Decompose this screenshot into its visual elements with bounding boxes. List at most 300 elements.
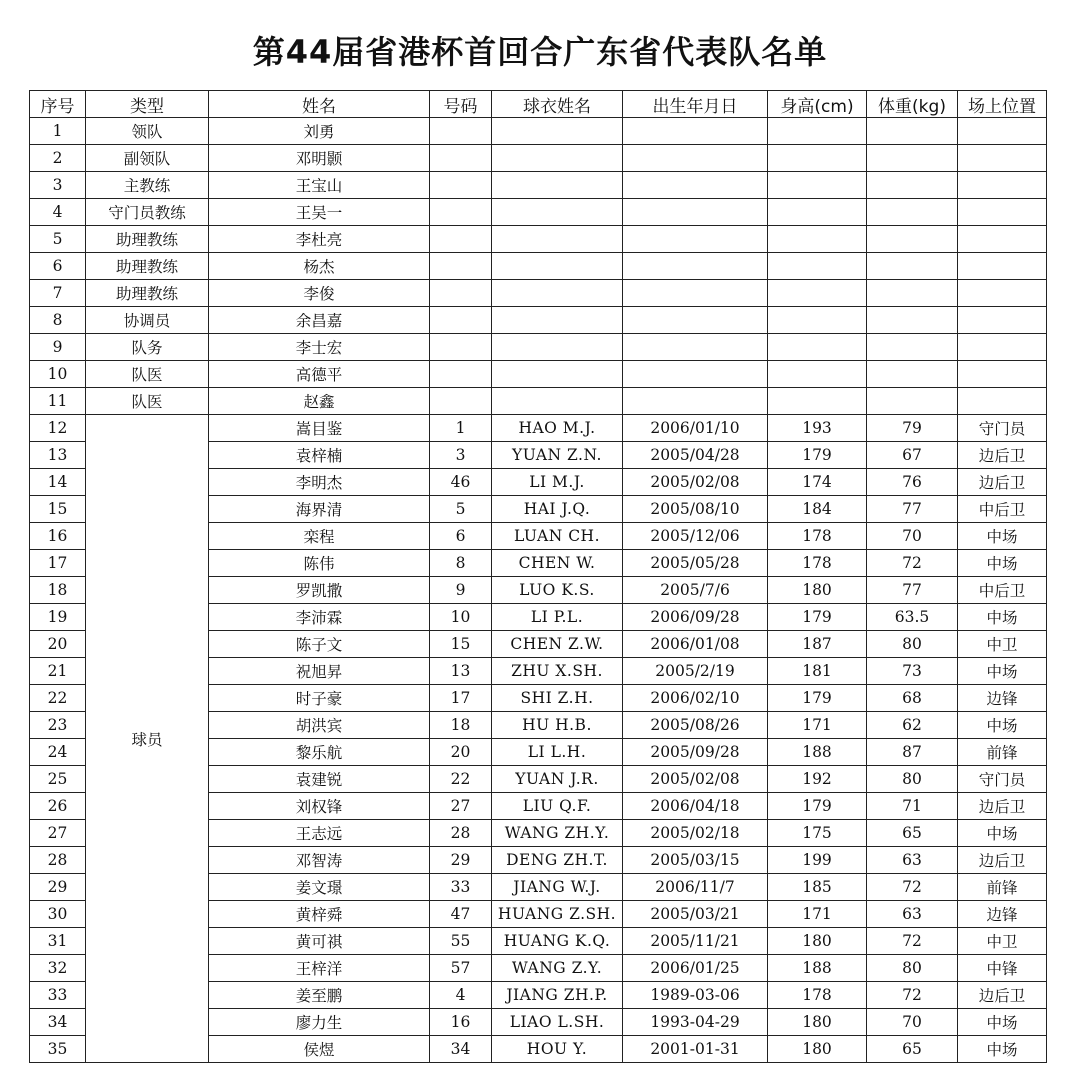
cell-empty [958, 118, 1047, 145]
cell-name: 廖力生 [209, 1009, 430, 1036]
cell-empty [430, 388, 492, 415]
cell-number: 15 [430, 631, 492, 658]
cell-birthdate: 2005/03/15 [623, 847, 768, 874]
cell-number: 16 [430, 1009, 492, 1036]
cell-empty [430, 199, 492, 226]
cell-index: 7 [30, 280, 86, 307]
cell-empty [430, 226, 492, 253]
column-header-jersey-name: 球衣姓名 [492, 91, 623, 118]
cell-position: 中卫 [958, 928, 1047, 955]
cell-height: 180 [768, 1036, 867, 1063]
cell-weight: 72 [867, 928, 958, 955]
cell-empty [492, 334, 623, 361]
cell-empty [867, 388, 958, 415]
cell-index: 3 [30, 172, 86, 199]
cell-index: 17 [30, 550, 86, 577]
cell-empty [958, 280, 1047, 307]
cell-index: 11 [30, 388, 86, 415]
cell-position: 边后卫 [958, 847, 1047, 874]
cell-position: 中场 [958, 604, 1047, 631]
cell-birthdate: 2005/05/28 [623, 550, 768, 577]
cell-type-player-group: 球员 [86, 415, 209, 1063]
staff-row [30, 253, 1047, 280]
cell-index: 9 [30, 334, 86, 361]
cell-weight: 77 [867, 496, 958, 523]
cell-name: 栾程 [209, 523, 430, 550]
cell-name: 时子豪 [209, 685, 430, 712]
cell-empty [623, 253, 768, 280]
cell-position: 中场 [958, 658, 1047, 685]
cell-empty [623, 388, 768, 415]
cell-empty [492, 199, 623, 226]
cell-empty [430, 280, 492, 307]
cell-weight: 72 [867, 550, 958, 577]
cell-number: 28 [430, 820, 492, 847]
cell-name: 王吴一 [209, 199, 430, 226]
cell-number: 22 [430, 766, 492, 793]
cell-type: 守门员教练 [86, 199, 209, 226]
cell-position: 前锋 [958, 874, 1047, 901]
cell-name: 赵鑫 [209, 388, 430, 415]
cell-weight: 65 [867, 820, 958, 847]
cell-type: 助理教练 [86, 280, 209, 307]
cell-name: 侯煜 [209, 1036, 430, 1063]
cell-height: 199 [768, 847, 867, 874]
cell-weight: 63.5 [867, 604, 958, 631]
cell-index: 26 [30, 793, 86, 820]
cell-name: 王梓洋 [209, 955, 430, 982]
cell-name: 王宝山 [209, 172, 430, 199]
cell-empty [867, 253, 958, 280]
cell-empty [492, 280, 623, 307]
cell-number: 13 [430, 658, 492, 685]
cell-birthdate: 2005/09/28 [623, 739, 768, 766]
roster-body [30, 118, 1047, 1063]
cell-index: 14 [30, 469, 86, 496]
cell-height: 174 [768, 469, 867, 496]
cell-height: 187 [768, 631, 867, 658]
cell-number: 3 [430, 442, 492, 469]
staff-row [30, 280, 1047, 307]
cell-position: 中卫 [958, 631, 1047, 658]
cell-number: 29 [430, 847, 492, 874]
cell-empty [867, 334, 958, 361]
cell-name: 黄梓舜 [209, 901, 430, 928]
cell-empty [867, 280, 958, 307]
cell-name: 黄可祺 [209, 928, 430, 955]
cell-type: 队医 [86, 361, 209, 388]
cell-empty [623, 361, 768, 388]
cell-number: 1 [430, 415, 492, 442]
header-row [30, 91, 1047, 118]
cell-jersey-name: WANG Z.Y. [492, 955, 623, 982]
cell-empty [768, 253, 867, 280]
cell-weight: 76 [867, 469, 958, 496]
cell-birthdate: 2005/2/19 [623, 658, 768, 685]
cell-empty [867, 199, 958, 226]
cell-name: 陈伟 [209, 550, 430, 577]
cell-name: 袁梓楠 [209, 442, 430, 469]
cell-empty [768, 388, 867, 415]
cell-birthdate: 2005/08/10 [623, 496, 768, 523]
cell-empty [958, 334, 1047, 361]
cell-empty [623, 307, 768, 334]
cell-index: 25 [30, 766, 86, 793]
cell-weight: 65 [867, 1036, 958, 1063]
cell-empty [623, 280, 768, 307]
cell-index: 32 [30, 955, 86, 982]
cell-empty [623, 334, 768, 361]
cell-name: 姜至鹏 [209, 982, 430, 1009]
staff-row [30, 388, 1047, 415]
cell-empty [768, 172, 867, 199]
cell-empty [623, 145, 768, 172]
cell-empty [768, 361, 867, 388]
cell-birthdate: 2006/04/18 [623, 793, 768, 820]
staff-row [30, 172, 1047, 199]
cell-position: 中场 [958, 523, 1047, 550]
cell-jersey-name: LIU Q.F. [492, 793, 623, 820]
cell-number: 10 [430, 604, 492, 631]
cell-position: 中场 [958, 1009, 1047, 1036]
cell-height: 192 [768, 766, 867, 793]
cell-empty [492, 172, 623, 199]
cell-weight: 63 [867, 901, 958, 928]
cell-weight: 87 [867, 739, 958, 766]
cell-empty [430, 253, 492, 280]
cell-number: 17 [430, 685, 492, 712]
cell-jersey-name: HU H.B. [492, 712, 623, 739]
cell-name: 邓智涛 [209, 847, 430, 874]
cell-empty [623, 226, 768, 253]
cell-index: 24 [30, 739, 86, 766]
staff-row [30, 226, 1047, 253]
cell-empty [492, 307, 623, 334]
cell-birthdate: 2005/02/08 [623, 766, 768, 793]
cell-empty [430, 334, 492, 361]
cell-jersey-name: LIAO L.SH. [492, 1009, 623, 1036]
cell-empty [430, 145, 492, 172]
cell-type: 队务 [86, 334, 209, 361]
cell-height: 179 [768, 685, 867, 712]
cell-empty [430, 172, 492, 199]
cell-jersey-name: LI L.H. [492, 739, 623, 766]
cell-jersey-name: HUANG K.Q. [492, 928, 623, 955]
cell-weight: 80 [867, 631, 958, 658]
cell-jersey-name: LI M.J. [492, 469, 623, 496]
cell-empty [492, 145, 623, 172]
cell-index: 6 [30, 253, 86, 280]
cell-name: 刘权锋 [209, 793, 430, 820]
cell-birthdate: 2006/01/08 [623, 631, 768, 658]
cell-jersey-name: YUAN Z.N. [492, 442, 623, 469]
cell-index: 20 [30, 631, 86, 658]
cell-empty [492, 226, 623, 253]
cell-index: 12 [30, 415, 86, 442]
column-header-name: 姓名 [209, 91, 430, 118]
cell-empty [623, 172, 768, 199]
cell-weight: 70 [867, 523, 958, 550]
cell-name: 李明杰 [209, 469, 430, 496]
cell-name: 嵩目鉴 [209, 415, 430, 442]
cell-name: 高德平 [209, 361, 430, 388]
roster-table [29, 90, 1047, 1063]
cell-birthdate: 2006/11/7 [623, 874, 768, 901]
cell-jersey-name: HAO M.J. [492, 415, 623, 442]
cell-weight: 62 [867, 712, 958, 739]
cell-birthdate: 2005/02/08 [623, 469, 768, 496]
cell-name: 李杜亮 [209, 226, 430, 253]
cell-index: 31 [30, 928, 86, 955]
cell-weight: 79 [867, 415, 958, 442]
cell-empty [768, 334, 867, 361]
cell-birthdate: 2005/11/21 [623, 928, 768, 955]
cell-birthdate: 2006/01/10 [623, 415, 768, 442]
cell-index: 30 [30, 901, 86, 928]
cell-jersey-name: YUAN J.R. [492, 766, 623, 793]
cell-index: 1 [30, 118, 86, 145]
column-header-type: 类型 [86, 91, 209, 118]
cell-height: 175 [768, 820, 867, 847]
staff-row [30, 307, 1047, 334]
column-header-height: 身高(cm) [768, 91, 867, 118]
cell-index: 35 [30, 1036, 86, 1063]
cell-type: 助理教练 [86, 226, 209, 253]
cell-empty [623, 118, 768, 145]
cell-weight: 80 [867, 766, 958, 793]
cell-birthdate: 2006/02/10 [623, 685, 768, 712]
cell-index: 5 [30, 226, 86, 253]
cell-jersey-name: ZHU X.SH. [492, 658, 623, 685]
cell-empty [958, 226, 1047, 253]
cell-index: 33 [30, 982, 86, 1009]
cell-weight: 71 [867, 793, 958, 820]
cell-weight: 72 [867, 982, 958, 1009]
cell-empty [492, 361, 623, 388]
cell-empty [623, 199, 768, 226]
cell-weight: 80 [867, 955, 958, 982]
cell-jersey-name: LI P.L. [492, 604, 623, 631]
cell-weight: 67 [867, 442, 958, 469]
cell-birthdate: 2005/7/6 [623, 577, 768, 604]
cell-number: 33 [430, 874, 492, 901]
cell-empty [768, 307, 867, 334]
cell-position: 边后卫 [958, 793, 1047, 820]
cell-type: 协调员 [86, 307, 209, 334]
cell-number: 46 [430, 469, 492, 496]
cell-empty [867, 226, 958, 253]
cell-height: 180 [768, 928, 867, 955]
cell-position: 守门员 [958, 415, 1047, 442]
cell-position: 边后卫 [958, 469, 1047, 496]
cell-name: 李俊 [209, 280, 430, 307]
cell-position: 中场 [958, 550, 1047, 577]
cell-weight: 72 [867, 874, 958, 901]
cell-type: 副领队 [86, 145, 209, 172]
cell-height: 188 [768, 739, 867, 766]
cell-index: 23 [30, 712, 86, 739]
cell-empty [430, 307, 492, 334]
cell-number: 20 [430, 739, 492, 766]
cell-empty [430, 118, 492, 145]
cell-index: 28 [30, 847, 86, 874]
cell-birthdate: 2006/09/28 [623, 604, 768, 631]
cell-jersey-name: CHEN W. [492, 550, 623, 577]
cell-empty [867, 307, 958, 334]
cell-height: 179 [768, 442, 867, 469]
cell-height: 179 [768, 604, 867, 631]
cell-jersey-name: WANG ZH.Y. [492, 820, 623, 847]
cell-birthdate: 2005/04/28 [623, 442, 768, 469]
cell-empty [492, 388, 623, 415]
cell-name: 邓明颢 [209, 145, 430, 172]
cell-empty [958, 172, 1047, 199]
cell-position: 守门员 [958, 766, 1047, 793]
cell-jersey-name: CHEN Z.W. [492, 631, 623, 658]
cell-height: 180 [768, 1009, 867, 1036]
cell-name: 姜文璟 [209, 874, 430, 901]
cell-position: 边后卫 [958, 442, 1047, 469]
cell-empty [768, 118, 867, 145]
cell-number: 34 [430, 1036, 492, 1063]
cell-number: 9 [430, 577, 492, 604]
cell-index: 15 [30, 496, 86, 523]
cell-height: 180 [768, 577, 867, 604]
cell-number: 4 [430, 982, 492, 1009]
cell-position: 中后卫 [958, 577, 1047, 604]
cell-number: 55 [430, 928, 492, 955]
cell-jersey-name: JIANG ZH.P. [492, 982, 623, 1009]
cell-name: 陈子文 [209, 631, 430, 658]
cell-weight: 68 [867, 685, 958, 712]
cell-name: 刘勇 [209, 118, 430, 145]
cell-type: 助理教练 [86, 253, 209, 280]
cell-index: 4 [30, 199, 86, 226]
cell-position: 前锋 [958, 739, 1047, 766]
cell-jersey-name: DENG ZH.T. [492, 847, 623, 874]
cell-number: 5 [430, 496, 492, 523]
cell-height: 178 [768, 982, 867, 1009]
cell-height: 193 [768, 415, 867, 442]
cell-empty [768, 280, 867, 307]
cell-jersey-name: SHI Z.H. [492, 685, 623, 712]
cell-weight: 77 [867, 577, 958, 604]
cell-position: 中锋 [958, 955, 1047, 982]
cell-name: 罗凯撒 [209, 577, 430, 604]
cell-birthdate: 2005/08/26 [623, 712, 768, 739]
cell-empty [768, 145, 867, 172]
cell-empty [430, 361, 492, 388]
cell-height: 171 [768, 712, 867, 739]
cell-height: 185 [768, 874, 867, 901]
cell-name: 袁建锐 [209, 766, 430, 793]
cell-height: 181 [768, 658, 867, 685]
cell-index: 2 [30, 145, 86, 172]
cell-empty [867, 172, 958, 199]
cell-type: 主教练 [86, 172, 209, 199]
cell-name: 胡洪宾 [209, 712, 430, 739]
cell-height: 188 [768, 955, 867, 982]
cell-height: 178 [768, 550, 867, 577]
cell-position: 中场 [958, 1036, 1047, 1063]
cell-index: 34 [30, 1009, 86, 1036]
cell-height: 184 [768, 496, 867, 523]
cell-jersey-name: HAI J.Q. [492, 496, 623, 523]
cell-name: 杨杰 [209, 253, 430, 280]
cell-height: 178 [768, 523, 867, 550]
cell-weight: 73 [867, 658, 958, 685]
column-header-birthdate: 出生年月日 [623, 91, 768, 118]
cell-index: 27 [30, 820, 86, 847]
cell-index: 19 [30, 604, 86, 631]
cell-name: 余昌嘉 [209, 307, 430, 334]
cell-name: 李沛霖 [209, 604, 430, 631]
cell-empty [958, 145, 1047, 172]
cell-birthdate: 2006/01/25 [623, 955, 768, 982]
cell-birthdate: 2005/02/18 [623, 820, 768, 847]
cell-empty [867, 145, 958, 172]
cell-jersey-name: HOU Y. [492, 1036, 623, 1063]
staff-row [30, 361, 1047, 388]
player-row [30, 415, 1047, 442]
cell-position: 中后卫 [958, 496, 1047, 523]
cell-name: 海界清 [209, 496, 430, 523]
staff-row [30, 334, 1047, 361]
cell-jersey-name: LUAN CH. [492, 523, 623, 550]
staff-row [30, 145, 1047, 172]
cell-empty [768, 199, 867, 226]
cell-empty [958, 388, 1047, 415]
cell-name: 祝旭昇 [209, 658, 430, 685]
cell-birthdate: 1993-04-29 [623, 1009, 768, 1036]
cell-name: 黎乐航 [209, 739, 430, 766]
cell-number: 27 [430, 793, 492, 820]
cell-weight: 70 [867, 1009, 958, 1036]
cell-empty [768, 226, 867, 253]
cell-height: 171 [768, 901, 867, 928]
cell-number: 57 [430, 955, 492, 982]
column-header-weight: 体重(kg) [867, 91, 958, 118]
cell-empty [492, 253, 623, 280]
cell-position: 中场 [958, 820, 1047, 847]
cell-number: 18 [430, 712, 492, 739]
column-header-position: 场上位置 [958, 91, 1047, 118]
cell-position: 边锋 [958, 685, 1047, 712]
cell-empty [867, 118, 958, 145]
cell-index: 29 [30, 874, 86, 901]
cell-jersey-name: LUO K.S. [492, 577, 623, 604]
cell-height: 179 [768, 793, 867, 820]
staff-row [30, 199, 1047, 226]
cell-index: 16 [30, 523, 86, 550]
cell-name: 王志远 [209, 820, 430, 847]
cell-empty [958, 361, 1047, 388]
cell-birthdate: 2005/12/06 [623, 523, 768, 550]
cell-index: 8 [30, 307, 86, 334]
cell-position: 边后卫 [958, 982, 1047, 1009]
cell-empty [958, 199, 1047, 226]
column-header-index: 序号 [30, 91, 86, 118]
page-title: 第44届省港杯首回合广东省代表队名单 [252, 33, 828, 71]
cell-weight: 63 [867, 847, 958, 874]
cell-index: 21 [30, 658, 86, 685]
staff-row [30, 118, 1047, 145]
cell-birthdate: 2001-01-31 [623, 1036, 768, 1063]
cell-birthdate: 2005/03/21 [623, 901, 768, 928]
cell-empty [492, 118, 623, 145]
cell-birthdate: 1989-03-06 [623, 982, 768, 1009]
cell-empty [867, 361, 958, 388]
